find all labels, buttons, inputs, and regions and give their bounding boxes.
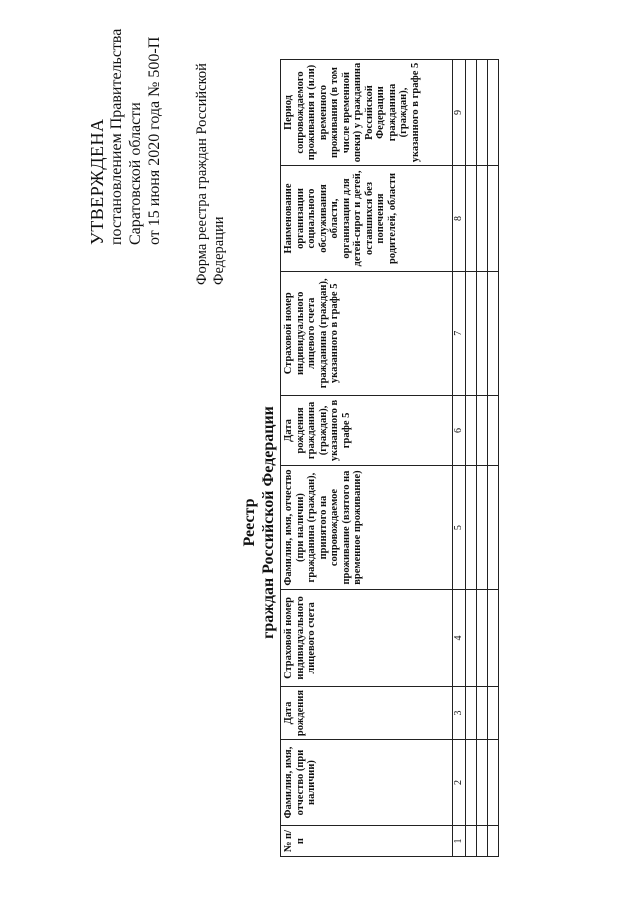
column-header: Фамилия, имя, отчество (при наличии) <box>281 740 453 826</box>
column-number: 3 <box>453 687 466 740</box>
table-cell <box>476 687 487 740</box>
table-cell <box>476 271 487 395</box>
document-title <box>240 140 278 905</box>
table-cell <box>476 589 487 686</box>
table-cell <box>476 60 487 166</box>
column-number: 2 <box>453 740 466 826</box>
column-number: 4 <box>453 589 466 686</box>
approval-line: постановлением Правительства <box>108 28 125 245</box>
table-cell <box>465 395 476 466</box>
table-row <box>465 60 476 857</box>
table-cell <box>465 826 476 857</box>
table-cell <box>476 395 487 466</box>
table-cell <box>476 826 487 857</box>
column-number-row <box>453 60 466 857</box>
column-header: Страховой номер индивидуального лицевого счета <box>281 589 453 686</box>
table-cell <box>465 466 476 590</box>
table-header-row <box>281 60 453 857</box>
table-cell <box>476 466 487 590</box>
approval-block <box>88 29 164 245</box>
table-cell <box>487 687 498 740</box>
table-cell <box>487 395 498 466</box>
table-cell <box>476 740 487 826</box>
table-cell <box>487 166 498 272</box>
table-cell <box>465 166 476 272</box>
column-header: Дата рождения гражданина (граждан), указанного в графе 5 <box>281 395 453 466</box>
column-header: Фамилия, имя, отчество (при наличии) гражданина (граждан), принятого на сопровождаемое проживание (взятого на временное проживание) <box>281 466 453 590</box>
form-caption: Форма реестра граждан Российской Федерации <box>194 63 227 285</box>
table-cell <box>487 740 498 826</box>
table-cell <box>465 271 476 395</box>
column-number: 6 <box>453 395 466 466</box>
approval-line: от 15 июня 2020 года № 500-П <box>146 36 163 245</box>
table-cell <box>465 60 476 166</box>
table-cell <box>465 589 476 686</box>
table-cell <box>465 740 476 826</box>
column-number: 7 <box>453 271 466 395</box>
title-line: граждан Российской Федерации <box>260 406 277 639</box>
table-cell <box>465 687 476 740</box>
table-cell <box>487 589 498 686</box>
column-header: № п/п <box>281 826 453 857</box>
column-header: Дата рождения <box>281 687 453 740</box>
table-cell <box>487 271 498 395</box>
column-number: 8 <box>453 166 466 272</box>
registry-table <box>280 59 499 857</box>
approval-heading: УТВЕРЖДЕНА <box>87 118 107 245</box>
table-cell <box>487 466 498 590</box>
column-header: Период сопровождаемого проживания и (или) временного проживания (в том числе временной опеки) у гражданина Российской Федерации гражданина (граждан), указанного в графе 5 <box>281 60 453 166</box>
table-row <box>476 60 487 857</box>
table-cell <box>487 60 498 166</box>
table-cell <box>476 166 487 272</box>
column-number: 9 <box>453 60 466 166</box>
column-header: Наименование организации социального обслуживания области, организации для детей-сирот и детей, оставшихся без попечения родителей, области <box>281 166 453 272</box>
table-row <box>487 60 498 857</box>
column-header: Страховой номер индивидуального лицевого счета гражданина (граждан), указанного в графе 5 <box>281 271 453 395</box>
column-number: 5 <box>453 466 466 590</box>
title-line: Реестр <box>241 498 258 547</box>
approval-line: Саратовской области <box>127 102 144 245</box>
table-cell <box>487 826 498 857</box>
column-number: 1 <box>453 826 466 857</box>
